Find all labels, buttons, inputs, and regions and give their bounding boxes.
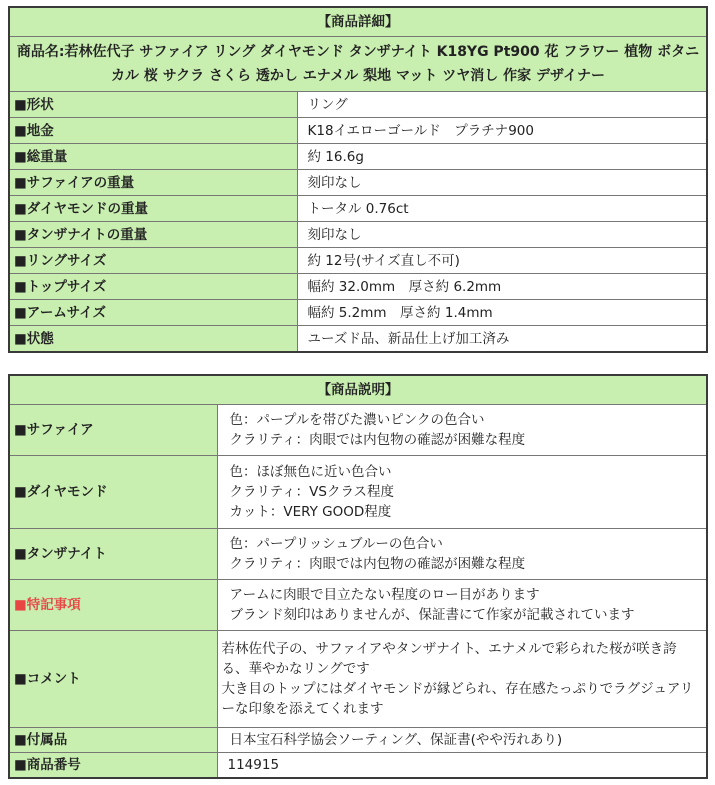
label-shape: ■形状 — [9, 92, 297, 118]
value-arm-size: 幅約 5.2mm 厚さ約 1.4mm — [297, 300, 707, 326]
label-tanzanite: ■タンザナイト — [9, 529, 217, 580]
value-ring-size: 約 12号(サイズ直し不可) — [297, 248, 707, 274]
label-arm-size: ■アームサイズ — [9, 300, 297, 326]
label-sapphire: ■サファイア — [9, 405, 217, 456]
label-metal: ■地金 — [9, 118, 297, 144]
diamond-cut: カット：VERY GOOD程度 — [229, 504, 392, 520]
value-tanzanite-weight: 刻印なし — [297, 222, 707, 248]
product-details-table — [8, 6, 708, 353]
value-comment — [217, 631, 707, 728]
sapphire-color: 色：パープルを帯びた濃いピンクの色合い — [229, 412, 485, 428]
description-header: 【商品説明】 — [9, 375, 707, 405]
value-diamond-weight: トータル 0.76ct — [297, 196, 707, 222]
tanzanite-color: 色：パープリッシュブルーの色合い — [229, 536, 443, 552]
label-diamond: ■ダイヤモンド — [9, 456, 217, 529]
product-description-table — [8, 374, 708, 779]
value-total-weight: 約 16.6g — [297, 144, 707, 170]
sapphire-clarity: クラリティ：肉眼では内包物の確認が困難な程度 — [229, 432, 526, 448]
special-note-2: ブランド刻印はありませんが、保証書にて作家が記載されています — [229, 607, 635, 623]
label-tanzanite-weight: ■タンザナイトの重量 — [9, 222, 297, 248]
value-condition: ユーズド品、新品仕上げ加工済み — [297, 326, 707, 353]
value-sapphire — [217, 405, 707, 456]
label-special-notes: ■特記事項 — [9, 580, 217, 631]
value-shape: リング — [297, 92, 707, 118]
value-special-notes — [217, 580, 707, 631]
product-title: 商品名:若林佐代子 サファイア リング ダイヤモンド タンザナイト K18YG Pt900 花 フラワー 植物 ボタニカル 桜 サクラ さくら 透かし エナメル 梨地 マット ツヤ消し 作家 デザイナー — [9, 37, 707, 92]
label-sapphire-weight: ■サファイアの重量 — [9, 170, 297, 196]
diamond-clarity: クラリティ：VSクラス程度 — [229, 484, 395, 500]
value-metal: K18イエローゴールド プラチナ900 — [297, 118, 707, 144]
label-item-number: ■商品番号 — [9, 753, 217, 779]
label-ring-size: ■リングサイズ — [9, 248, 297, 274]
label-accessories: ■付属品 — [9, 728, 217, 753]
special-note-1: アームに肉眼で目立たない程度のロー目があります — [229, 587, 540, 603]
comment-paragraph-1: 若林佐代子の、サファイアやタンザナイト、エナメルで彩られた桜が咲き誇る、華やかなリングです — [221, 641, 677, 677]
value-item-number: 114915 — [217, 753, 707, 779]
label-diamond-weight: ■ダイヤモンドの重量 — [9, 196, 297, 222]
value-sapphire-weight: 刻印なし — [297, 170, 707, 196]
comment-paragraph-2: 大き目のトップにはダイヤモンドが縁どられ、存在感たっぷりでラグジュアリーな印象を添えてくれます — [221, 681, 694, 717]
details-header: 【商品詳細】 — [9, 7, 707, 37]
diamond-color: 色：ほぼ無色に近い色合い — [229, 464, 392, 480]
value-diamond — [217, 456, 707, 529]
label-condition: ■状態 — [9, 326, 297, 353]
value-top-size: 幅約 32.0mm 厚さ約 6.2mm — [297, 274, 707, 300]
label-total-weight: ■総重量 — [9, 144, 297, 170]
value-accessories: 日本宝石科学協会ソーティング、保証書(やや汚れあり) — [217, 728, 707, 753]
label-comment: ■コメント — [9, 631, 217, 728]
tanzanite-clarity: クラリティ：肉眼では内包物の確認が困難な程度 — [229, 556, 526, 572]
label-top-size: ■トップサイズ — [9, 274, 297, 300]
value-tanzanite — [217, 529, 707, 580]
